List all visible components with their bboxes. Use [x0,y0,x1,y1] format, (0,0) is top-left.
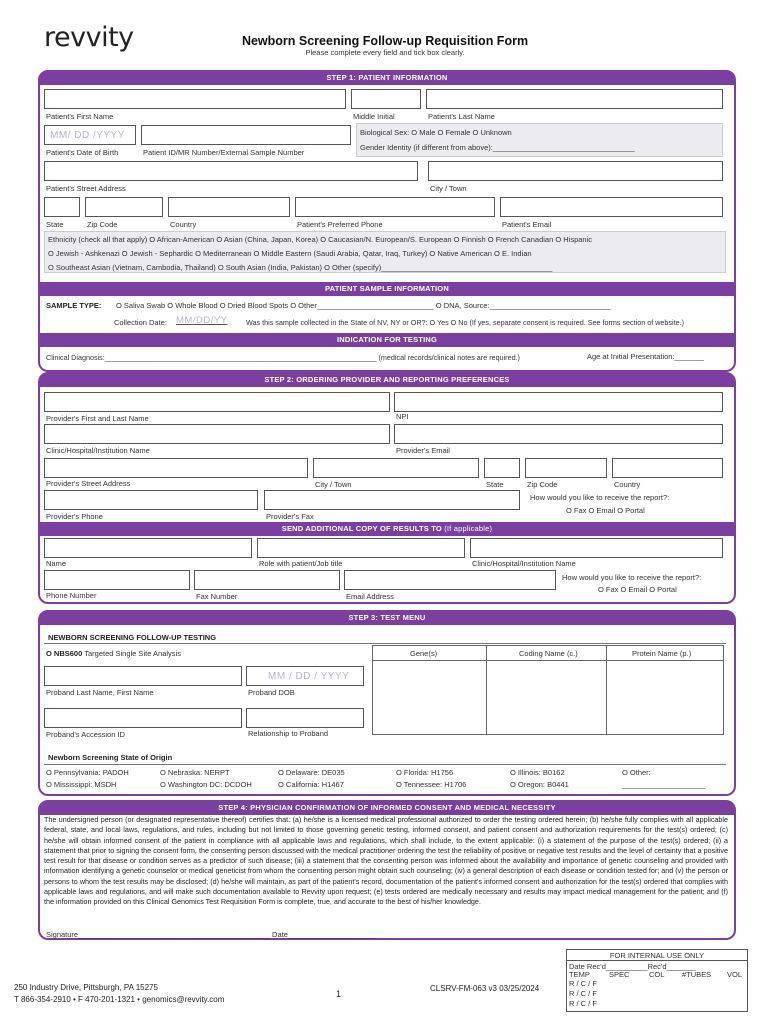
copy-role-field[interactable] [257,538,465,558]
state-option[interactable]: O Tennessee: H1706 [396,780,467,789]
proband-name-label: Proband Last Name, First Name [46,688,154,697]
provider-fax-field[interactable] [264,490,520,510]
copy-fax-label: Fax Number [196,592,238,601]
relationship-field[interactable] [246,708,364,728]
copy-name-field[interactable] [44,538,252,558]
form-title: Newborn Screening Follow-up Requisition Form [241,34,529,48]
copy-email-field[interactable] [344,570,556,590]
copy-results-bar [40,522,734,536]
state-option[interactable]: O Nebraska: NERPT [160,768,230,777]
city-label: City / Town [430,184,467,193]
provider-zip-field[interactable] [525,458,607,478]
provider-city-label: City / Town [315,480,352,489]
biological-sex-options[interactable]: Biological Sex: O Male O Female O Unknown [360,128,512,137]
age-presentation-field[interactable]: Age at Initial Presentation:_______ [587,352,704,361]
step4-bar: STEP 4: PHYSICIAN CONFIRMATION OF INFORMED CONSENT AND MEDICAL NECESSITY [40,801,734,815]
last-name-field[interactable] [426,89,723,109]
test-table [372,645,724,735]
sample-type-options[interactable]: O Saliva Swab O Whole Blood O Dried Blood Spots O Other____________________________ O DNA, Source:_____________________________ [116,301,611,310]
provider-country-field[interactable] [612,458,723,478]
accession-label: Proband's Accession ID [46,730,125,739]
test-table-col-divider-1 [486,645,487,735]
internal-use-box [566,949,748,1012]
col-protein-header: Protein Name (p.) [632,649,692,658]
signature-line[interactable]: Signature______________________________________________ Date_____________________ [46,930,376,939]
internal-title-line [567,960,747,961]
copy-fax-field[interactable] [194,570,340,590]
state-option[interactable]: O California: H1467 [278,780,344,789]
provider-country-label: Country [614,480,641,489]
state-option[interactable]: O Delaware: DE035 [278,768,345,777]
proband-name-field[interactable] [44,666,242,686]
revvity-logo: revvity [44,22,134,53]
dob-placeholder: MM/ DD /YYYY [50,130,125,141]
provider-name-label: Provider's First and Last Name [46,414,149,423]
report-delivery-options[interactable]: O Fax O Email O Portal [566,506,645,515]
report-delivery-question: How would you like to receive the report?: [530,493,670,502]
npi-field[interactable] [394,392,723,412]
state-option[interactable]: O Other: [622,768,651,777]
street-label: Patient's Street Address [46,184,126,193]
provider-state-label: State [486,480,504,489]
email-label: Patient's Email [502,220,552,229]
test-table-col-divider-2 [606,645,607,735]
clinical-diagnosis-field[interactable]: Clinical Diagnosis:____________________________________________________________________ (medical records/clinical notes are required.) [46,353,520,362]
col-coding-header: Coding Name (c.) [519,649,578,658]
step1-bar: STEP 1: PATIENT INFORMATION [40,71,734,85]
nv-ny-or-question[interactable]: Was this sample collected in the State of NV, NY or OR?: O Yes O No (If yes, separate consent is required. See forms section of website.) [246,318,684,327]
state-option[interactable]: O Washington DC: DCDOH [160,780,252,789]
provider-phone-field[interactable] [44,490,258,510]
rcf-row-3: R / C / F [569,999,597,1008]
nbs600-code: O NBS600 [46,649,83,658]
nbs600-name: Targeted Single Site Analysis [84,649,181,658]
collection-date-label: Collection Date: [114,318,167,327]
provider-name-field[interactable] [44,392,390,412]
zip-label: Zip Code [87,220,118,229]
ethnicity-row-2[interactable]: O Jewish - Ashkenazi O Jewish - Sephardic O Mediterranean O Middle Eastern (Saudi Arabia, Qatar, Iraq, Turkey) O Native American O E. Indian [48,249,532,258]
provider-email-field[interactable] [394,424,723,444]
state-option[interactable]: ____________________ [622,780,706,789]
middle-initial-field[interactable] [351,89,421,109]
state-option[interactable]: O Florida: H1756 [396,768,454,777]
npi-label: NPI [396,412,409,421]
internal-use-title: FOR INTERNAL USE ONLY [609,951,705,960]
footer-contact: T 866-354-2910 • F 470-201-1321 • genomics@revvity.com [14,995,225,1004]
street-field[interactable] [44,161,418,181]
nbs-divider [44,643,726,644]
test-table-header-line [372,660,724,661]
state-origin-title: Newborn Screening State of Origin [48,753,173,762]
sample-bar: PATIENT SAMPLE INFORMATION [40,282,734,296]
state-label: State [46,220,64,229]
head-col: COL [649,970,665,979]
indication-bar: INDICATION FOR TESTING [40,333,734,347]
middle-initial-label: Middle Initial [353,112,395,121]
state-option[interactable]: O Mississippi: MSDH [46,780,117,789]
page-number: 1 [336,989,342,999]
proband-dob-label: Proband DOB [248,688,295,697]
col-genes-header: Gene(s) [410,649,438,658]
nbs-section-title: NEWBORN SCREENING FOLLOW-UP TESTING [48,633,217,642]
provider-phone-label: Provider's Phone [46,512,103,521]
ethnicity-row-3[interactable]: O Southeast Asian (Vietnam, Cambodia, Thailand) O South Asian (India, Pakistan) O Other (specify)_________________________________________ [48,263,553,272]
copy-clinic-field[interactable] [470,538,723,558]
sample-type-label: SAMPLE TYPE: [46,301,102,310]
proband-dob-placeholder: MM / DD / YYYY [268,671,350,682]
relationship-label: Relationship to Proband [248,729,329,738]
copy-delivery-question: How would you like to receive the report?: [562,573,702,582]
last-name-label: Patient's Last Name [428,112,495,121]
state-option[interactable]: O Pennsylvania: PADOH [46,768,129,777]
first-name-label: Patient's First Name [46,112,114,121]
head-tubes: #TUBES [682,970,712,979]
state-option[interactable]: O Oregon: B0441 [510,780,569,789]
footer-address: 250 Industry Drive, Pittsburgh, PA 15275 [14,983,158,992]
head-vol: VOL [727,970,743,979]
copy-email-label: Email Address [346,592,394,601]
city-field[interactable] [428,161,723,181]
head-temp: TEMP [569,970,590,979]
collection-date-placeholder[interactable]: MM/DD/YY [176,315,228,326]
provider-zip-label: Zip Code [527,480,558,489]
consent-text: The undersigned person (or designated representative thereof) certifies that: (a) he/she is a licensed medical professional authorized to order the testing ordered herein; (b) he/she fully complies with all applicable federal, state, and local laws, regulations, and rules, including but not limited to those governing genetic testing, informed consent, and patient consent and authorization requirements for the test(s) ordered; (c) he/she will obtain informed consent of the patient in compliance with all applicable laws and regulations, which shall include, to the extent applicable: (i) a statement of the purpose of the test(s) ordered; (ii) a statement that prior to signing the consent form, the consenting person discussed with the medical practitioner ordering the test the reliability of positive or negative test results and the level of certainty that a positive test result for that disease or condition serves as a predictor of such disease; (iii) a statement that the consenting person was informed about the availability and importance of genetic counseling and provided with information identifying a genetic counselor or medical geneticist from whom the consenting person might obtain such counseling; (iv) a general description of each disease or condition tested for; and (v) the person or persons to whom the test results may be disclosed; (d) he/she will maintain, as part of the patient's record, documentation of the patient's informed consent and authorization for the test(s) ordered that complies with applicable laws and regulations, and will make such documentation available to Revvity upon request; (e) tests ordered are medically necessary and results may impact medical management for the patient; and (f) the information provided on this Clinical Genomics Test Requisition Form is complete, true, and accurate to the best of his/her knowledge. [44,815,728,907]
zip-field[interactable] [85,197,163,217]
copy-phone-label: Phone Number [46,591,97,600]
head-spec: SPEC [609,970,630,979]
provider-state-field[interactable] [484,458,520,478]
form-subtitle: Please complete every field and tick box clearly. [305,48,465,57]
gender-identity-field[interactable]: Gender Identity (if different from above):__________________________________ [360,143,635,152]
accession-field[interactable] [44,708,242,728]
state-option[interactable]: O Illinois: B0162 [510,768,565,777]
copy-delivery-options[interactable]: O Fax O Email O Portal [598,585,677,594]
provider-fax-label: Provider's Fax [266,512,314,521]
clinic-label: Clinic/Hospital/Institution Name [46,446,150,455]
patient-id-label: Patient ID/MR Number/External Sample Number [143,148,305,157]
provider-street-field[interactable] [44,458,308,478]
copy-clinic-label: Clinic/Hospital/Institution Name [472,559,576,568]
copy-results-title: SEND ADDITIONAL COPY OF RESULTS TO [281,524,442,533]
dob-label: Patient's Date of Birth [46,148,119,157]
email-field[interactable] [500,197,723,217]
provider-city-field[interactable] [313,458,479,478]
step2-bar: STEP 2: ORDERING PROVIDER AND REPORTING PREFERENCES [40,373,734,387]
provider-street-label: Provider's Street Address [46,479,131,488]
date-recd-row: Date Rec'd__________Rec'd_______ [569,962,696,971]
first-name-field[interactable] [44,89,346,109]
patient-id-field[interactable] [141,125,351,145]
form-version: CLSRV-FM-063 v3 03/25/2024 [430,984,540,993]
state-field[interactable] [44,197,80,217]
step3-bar: STEP 3: TEST MENU [40,611,734,625]
rcf-row-1: R / C / F [569,979,597,988]
phone-field[interactable] [295,197,495,217]
state-origin-divider [44,764,726,765]
nbs600-option[interactable] [46,649,181,658]
rcf-row-2: R / C / F [569,989,597,998]
copy-results-note: (If applicable) [444,524,493,533]
clinic-field[interactable] [44,424,390,444]
country-label: Country [170,220,197,229]
provider-email-label: Provider's Email [396,446,450,455]
copy-role-label: Role with patient/Job title [259,559,343,568]
ethnicity-row-1[interactable]: Ethnicity (check all that apply) O African-American O Asian (China, Japan, Korea) O Caucasian/N. European/S. European O Finnish O French Canadian O Hispanic [48,235,593,244]
copy-phone-field[interactable] [44,570,190,590]
country-field[interactable] [168,197,290,217]
phone-label: Patient's Preferred Phone [297,220,383,229]
copy-name-label: Name [46,559,67,568]
